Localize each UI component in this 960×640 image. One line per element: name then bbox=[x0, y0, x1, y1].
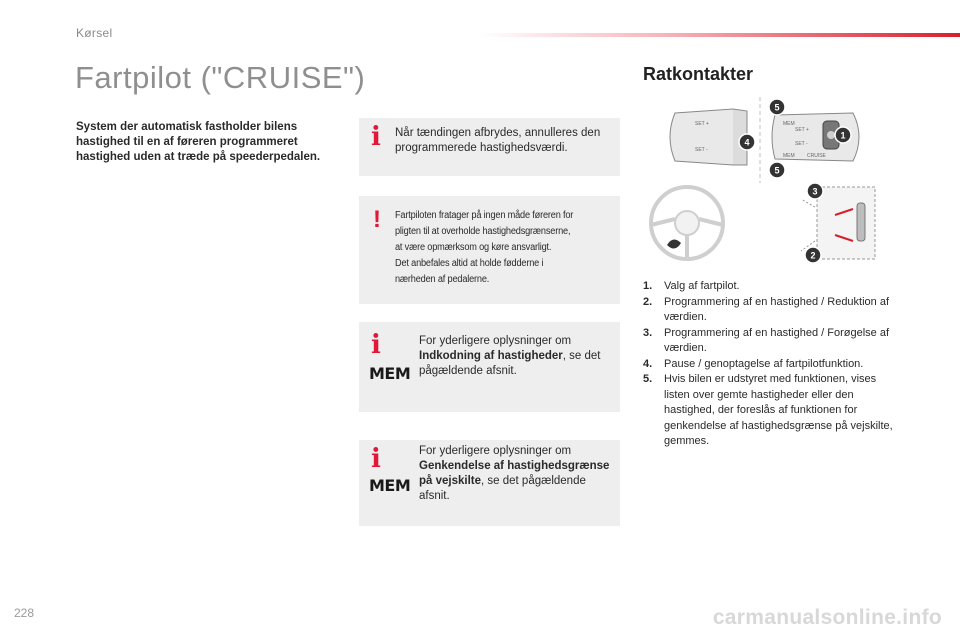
header-stripe bbox=[480, 33, 960, 37]
mem-badge: MEM bbox=[369, 364, 411, 383]
info-box-text: Når tændingen afbrydes, annulleres den programmerede hastighedsværdi. bbox=[395, 127, 601, 154]
legend-list bbox=[643, 279, 903, 450]
mem-box-sign-recognition bbox=[359, 440, 620, 526]
legend-item: 4. Pause / genoptagelse af fartpilotfunktion. bbox=[643, 357, 864, 370]
warning-line: at være opmærksom og køre ansvarligt. bbox=[395, 242, 552, 253]
legend-item: 1. Valg af fartpilot. bbox=[643, 280, 740, 292]
illustration-label: SET - bbox=[695, 147, 708, 153]
page-title: Fartpilot ("CRUISE") bbox=[75, 60, 366, 95]
callout-2 bbox=[805, 247, 821, 263]
callout-4 bbox=[739, 134, 755, 150]
section-label: Kørsel bbox=[76, 26, 113, 40]
warning-line: Det anbefales altid at holde fødderne i bbox=[395, 258, 544, 269]
warning-icon: ! bbox=[373, 206, 381, 233]
warning-box bbox=[359, 196, 620, 304]
warning-line: nærheden af pedalerne. bbox=[395, 274, 490, 285]
legend-item: 3. Programmering af en hastighed / Forøgelse af værdien. bbox=[643, 326, 890, 354]
svg-text:3: 3 bbox=[812, 186, 818, 197]
steering-controls-illustration bbox=[645, 95, 885, 270]
warning-line: Fartpiloten fratager på ingen måde føreren for bbox=[395, 210, 574, 221]
illustration-label: CRUISE bbox=[807, 153, 826, 159]
steering-controls-heading: Ratkontakter bbox=[643, 64, 754, 84]
warning-box-text bbox=[395, 208, 608, 288]
mem-badge: MEM bbox=[369, 476, 411, 495]
intro-text: System der automatisk fastholder bilens hastighed til en af føreren programmeret hastighed uden at træde på speederpedalen. bbox=[76, 121, 321, 163]
page-number: 228 bbox=[14, 606, 35, 620]
callout-5-top bbox=[769, 99, 785, 115]
mem-box-text: For yderligere oplysninger om Genkendelse af hastighedsgrænse på vejskilte, se det pågældende afsnit. bbox=[419, 445, 610, 502]
watermark: carmanualsonline.info bbox=[712, 606, 942, 629]
info-icon: i bbox=[371, 122, 381, 152]
svg-text:5: 5 bbox=[774, 165, 780, 176]
callout-5-bottom bbox=[769, 162, 785, 178]
info-icon: i bbox=[371, 444, 381, 474]
legend-item: 5. Hvis bilen er udstyret med funktionen, vises listen over gemte hastigheder eller den hastighed, der foreslås af funktionen for genkendelse af hastighedsgrænse på vejskilte, gemmes. bbox=[643, 373, 893, 447]
illustration-label: MEM bbox=[783, 153, 795, 159]
legend-item: 2. Programmering af en hastighed / Reduktion af værdien. bbox=[643, 295, 890, 323]
callout-3 bbox=[807, 183, 823, 199]
callout-1 bbox=[835, 127, 851, 143]
svg-text:2: 2 bbox=[810, 250, 816, 261]
info-box-ignition bbox=[359, 118, 620, 176]
illustration-label: MEM bbox=[783, 121, 795, 127]
illustration-label: SET - bbox=[795, 141, 808, 147]
mem-box-speed-coding bbox=[359, 322, 620, 412]
warning-line: pligten til at overholde hastighedsgrænserne, bbox=[395, 226, 571, 237]
info-icon: i bbox=[371, 330, 381, 360]
svg-text:1: 1 bbox=[840, 130, 846, 141]
mem-box-text: For yderligere oplysninger om Indkodning af hastigheder, se det pågældende afsnit. bbox=[419, 335, 601, 377]
illustration-label: SET + bbox=[795, 127, 809, 133]
svg-text:5: 5 bbox=[774, 102, 780, 113]
illustration-label: SET + bbox=[695, 121, 709, 127]
svg-text:4: 4 bbox=[744, 137, 750, 148]
